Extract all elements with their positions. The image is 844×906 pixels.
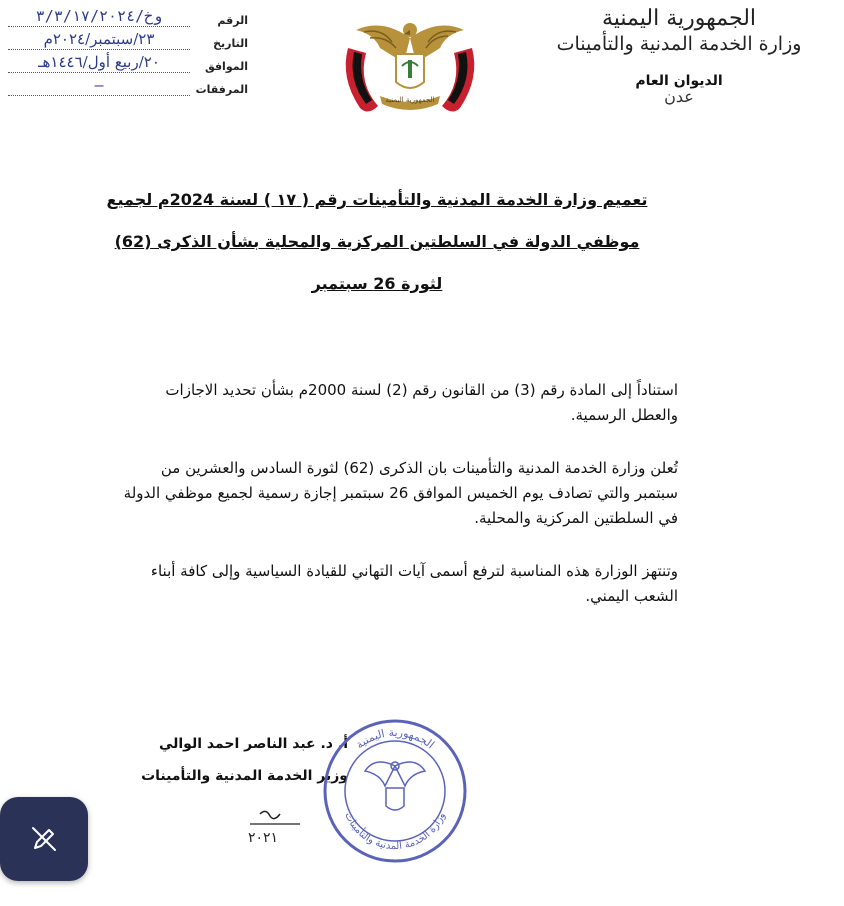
ministry-name: وزارة الخدمة المدنية والتأمينات: [556, 33, 802, 55]
meta-value-hijri: ٢٠/ربيع أول/١٤٤٦هـ: [8, 52, 190, 73]
official-stamp-icon: [320, 716, 470, 866]
signatory-role: وزير الخدمة المدنية والتأمينات: [141, 768, 348, 784]
title-line-3: لثورة 26 سبتمبر: [311, 274, 443, 293]
title-line-2: موظفي الدولة في السلطتين المركزية والمحلية بشأن الذكرى (62): [114, 232, 640, 251]
meta-label: التاريخ: [213, 37, 248, 50]
meta-label: الموافق: [204, 60, 248, 73]
general-office: الديوان العام: [635, 73, 723, 89]
signature-block: [128, 736, 348, 784]
svg-text:وزارة الخدمة المدنية والتأمينا: وزارة الخدمة المدنية والتأمينات: [342, 810, 448, 853]
yemen-emblem-icon: [330, 8, 490, 123]
meta-row-attachments: [8, 73, 248, 96]
svg-text:الجمهورية اليمنية: الجمهورية اليمنية: [353, 725, 437, 752]
circular-body: [118, 378, 678, 637]
signatory-name: أ. د. عبد الناصر احمد الوالي: [158, 736, 348, 752]
body-paragraph-3: وتنتهز الوزارة هذه المناسبة لترفع أسمى آيات التهاني للقيادة السياسية وإلى كافة أبناء الشعب اليمني.: [150, 562, 678, 605]
body-paragraph-2: تُعلن وزارة الخدمة المدنية والتأمينات بان الذكرى (62) لثورة السادس والعشرين من سبتمبر والتي تصادف يوم الخميس الموافق 26 سبتمبر إجازة رسمية لجميع موظفي الدولة في السلطتين المركزية والمحلية.: [123, 459, 678, 527]
circular-title: [80, 190, 674, 316]
edit-toggle-button[interactable]: [0, 797, 88, 881]
meta-value-number: وخ/٣/٣/١٧/٢٠٢٤: [8, 6, 190, 27]
meta-value-date: ٢٣/سبتمبر/٢٠٢٤م: [8, 29, 190, 50]
body-paragraph-1: استناداً إلى المادة رقم (3) من القانون رقم (2) لسنة 2000م بشأن تحديد الاجازات والعطل الرسمية.: [165, 381, 678, 424]
emblem-banner-text: الجمهورية اليمنية: [385, 96, 435, 104]
svg-text:٢٠٢١: ٢٠٢١: [248, 830, 279, 846]
meta-value-attachments: —: [8, 75, 190, 96]
city-name: عدن: [664, 87, 694, 106]
meta-row-hijri: [8, 50, 248, 73]
pen-slash-icon: [27, 822, 61, 856]
meta-row-date: [8, 27, 248, 50]
republic-name: الجمهورية اليمنية: [601, 6, 757, 31]
handwritten-signature-icon: [230, 806, 320, 846]
meta-label: المرفقات: [195, 83, 248, 96]
meta-label: الرقم: [217, 14, 248, 27]
title-line-1: تعميم وزارة الخدمة المدنية والتأمينات رقم ( ١٧ ) لسنة 2024م لجميع: [106, 190, 648, 209]
meta-row-number: [8, 4, 248, 27]
ministry-header: [554, 6, 804, 106]
document-meta: [8, 4, 248, 96]
